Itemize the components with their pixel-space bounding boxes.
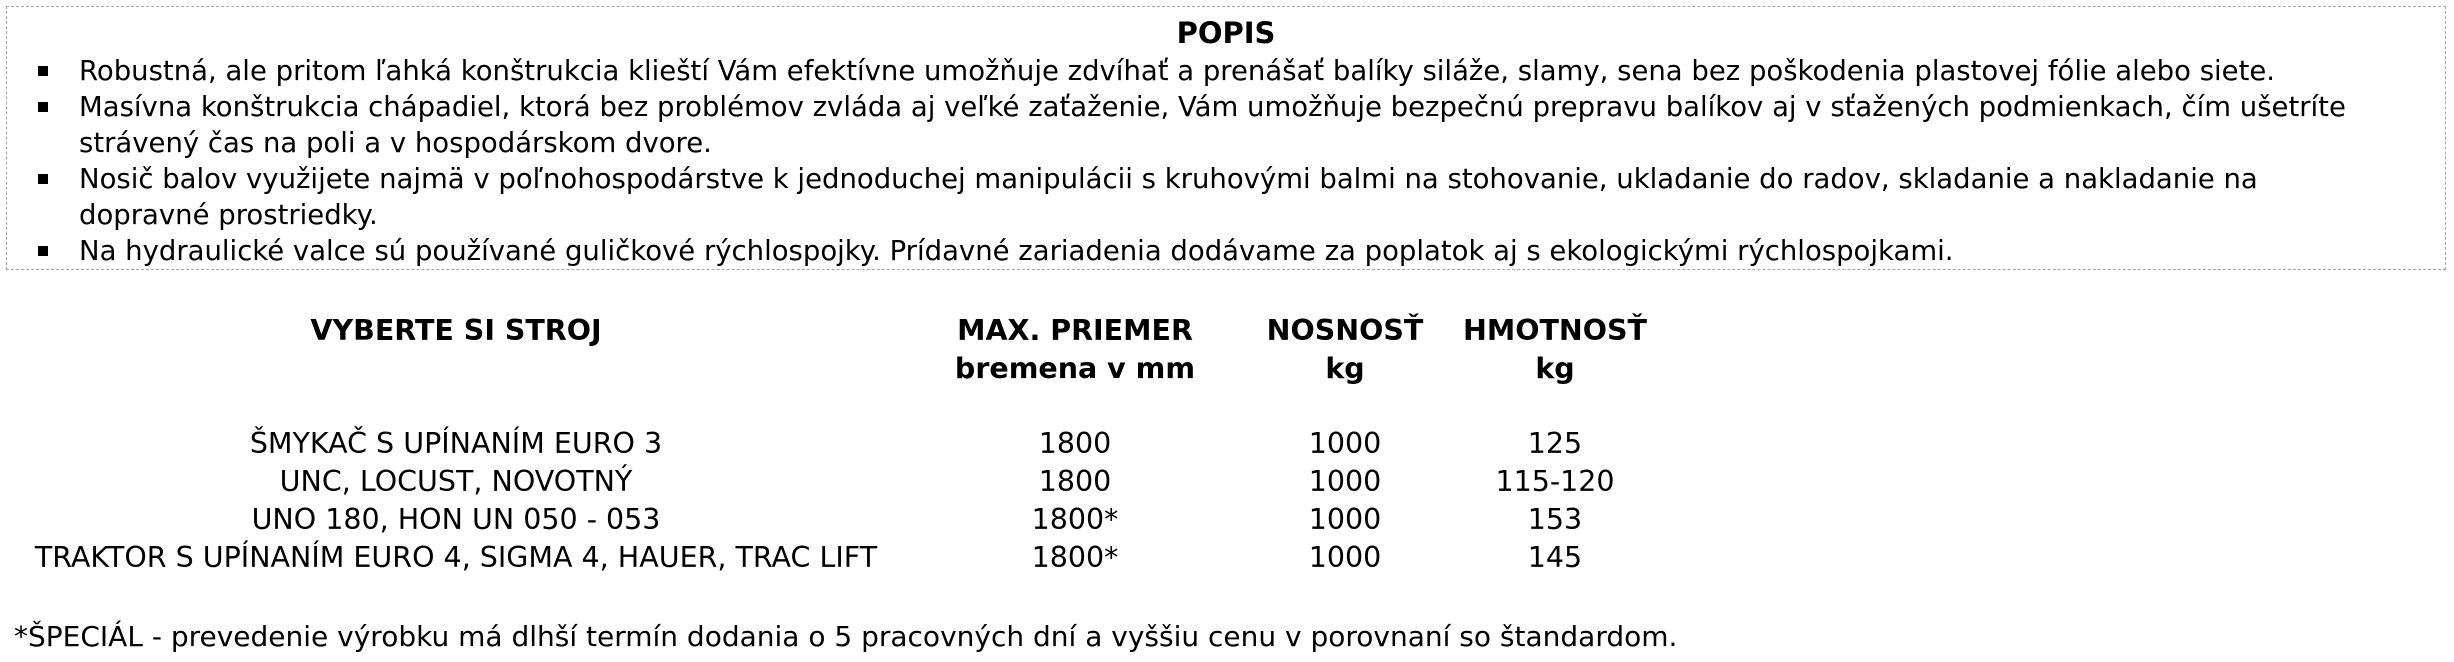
description-title: POPIS (1176, 16, 1276, 50)
bullet-icon (38, 66, 48, 76)
machine-cell: UNC, LOCUST, NOVOTNÝ (279, 465, 633, 498)
capacity-cell: 1000 (1308, 541, 1382, 574)
description-item (7, 233, 2447, 269)
bullet-icon (38, 174, 48, 184)
header-capacity: NOSNOSŤ kg (1266, 314, 1424, 385)
capacity-cell: 1000 (1308, 503, 1382, 536)
machine-cell: UNO 180, HON UN 050 - 053 (251, 503, 661, 536)
description-line: dopravné prostriedky. (79, 199, 378, 231)
footnote: *ŠPECIÁL - prevedenie výrobku má dlhší termín dodania o 5 pracovných dní a vyššiu cenu v porovnaní so štandardom. (14, 620, 1678, 653)
header-diameter: MAX. PRIEMER bremena v mm (954, 314, 1196, 385)
description-line: Masívna konštrukcia chápadiel, ktorá bez problémov zvláda aj veľké zaťaženie, Vám umožňuje bezpečnú prepravu balíkov aj v sťažených podmienkach, čím ušetríte (79, 91, 2346, 123)
header-weight: HMOTNOSŤ kg (1463, 314, 1647, 385)
description-box (6, 6, 2446, 270)
diameter-cell: 1800 (1038, 465, 1112, 498)
capacity-cell: 1000 (1308, 465, 1382, 498)
diameter-cell: 1800* (1031, 541, 1119, 574)
header-machine: VYBERTE SI STROJ (310, 314, 602, 347)
description-line: Na hydraulické valce sú používané guličkové rýchlospojky. Prídavné zariadenia dodávame za poplatok aj s ekologickými rýchlospojkami. (79, 235, 1954, 267)
description-item (7, 53, 2447, 89)
weight-cell: 145 (1527, 541, 1583, 574)
description-item (7, 89, 2447, 161)
diameter-cell: 1800 (1038, 427, 1112, 460)
weight-cell: 115-120 (1495, 465, 1615, 498)
weight-cell: 153 (1527, 503, 1583, 536)
weight-cell: 125 (1527, 427, 1583, 460)
bullet-icon (38, 246, 48, 256)
machine-cell: TRAKTOR S UPÍNANÍM EURO 4, SIGMA 4, HAUER, TRAC LIFT (34, 541, 878, 574)
description-item (7, 161, 2447, 233)
capacity-cell: 1000 (1308, 427, 1382, 460)
description-line: strávený čas na poli a v hospodárskom dvore. (79, 127, 712, 159)
diameter-cell: 1800* (1031, 503, 1119, 536)
machine-cell: ŠMYKAČ S UPÍNANÍM EURO 3 (249, 427, 663, 460)
description-line: Nosič balov využijete najmä v poľnohospodárstve k jednoduchej manipulácii s kruhovými balmi na stohovanie, ukladanie do radov, skladanie a nakladanie na (79, 163, 2258, 195)
description-line: Robustná, ale pritom ľahká konštrukcia klieští Vám efektívne umožňuje zdvíhať a prenášať balíky siláže, slamy, sena bez poškodenia plastovej fólie alebo siete. (79, 55, 2276, 87)
bullet-icon (38, 102, 48, 112)
